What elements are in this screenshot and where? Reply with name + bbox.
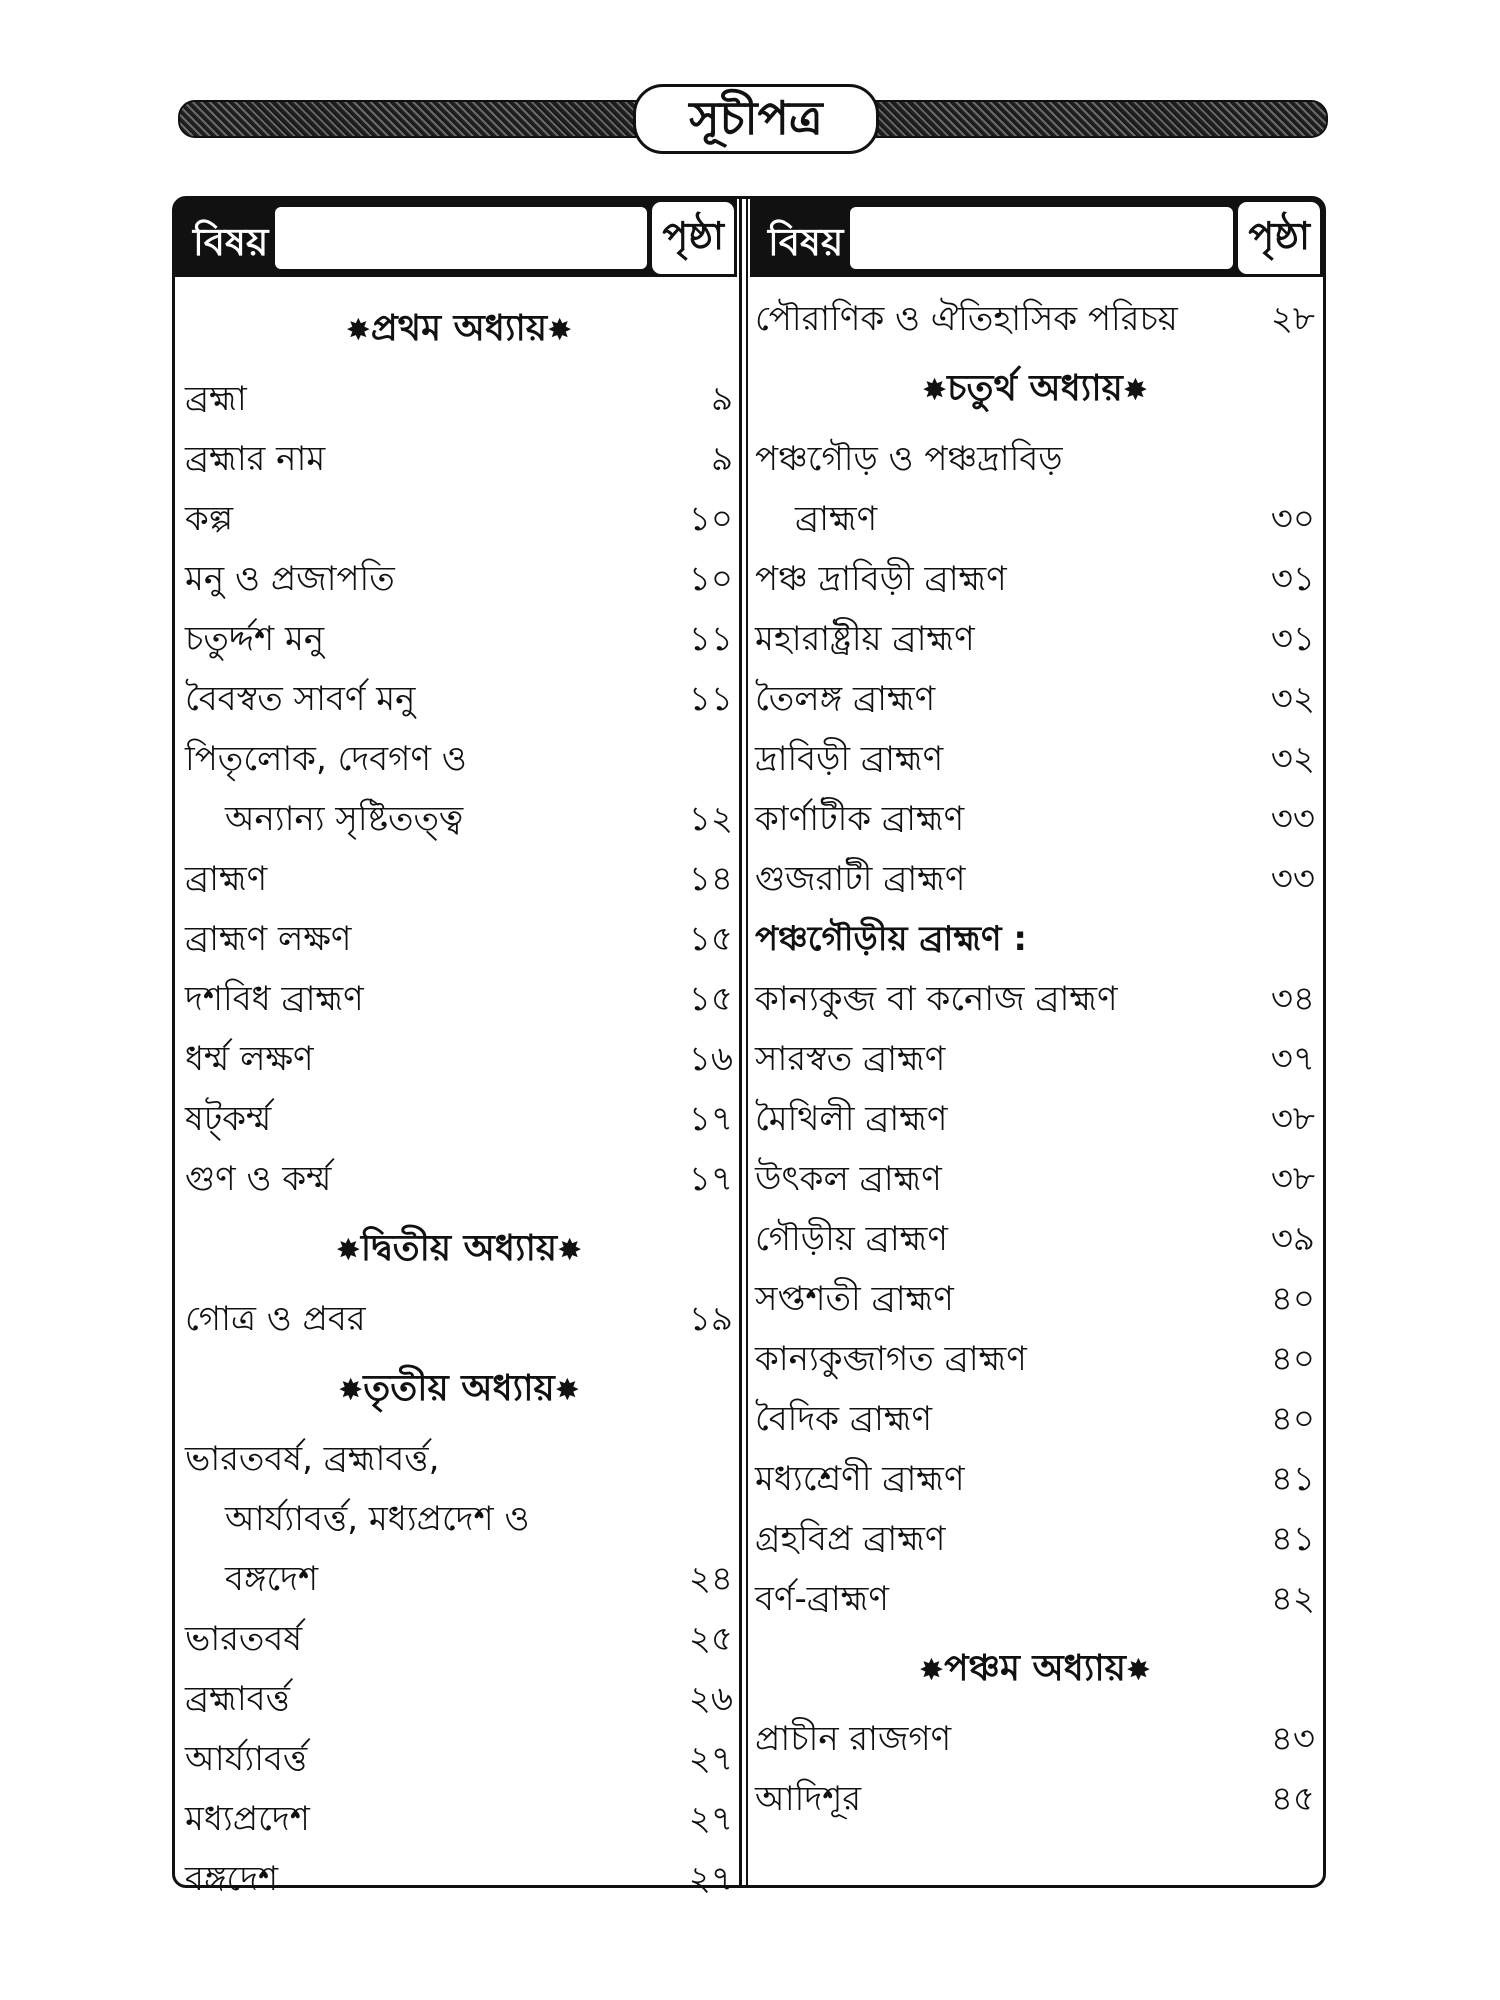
entry-page: ৪১ (1270, 1459, 1315, 1499)
entry-title: দ্রাবিড়ী ব্রাহ্মণ (755, 739, 944, 779)
entry-page: ৩২ (1270, 679, 1315, 719)
entry-title: কান্যকুব্জ বা কনোজ ব্রাহ্মণ (755, 979, 1118, 1019)
header-subject-left: বিষয় (193, 220, 269, 264)
star-ornament-icon: ✸ (557, 1233, 583, 1268)
entry-title: দশবিধ ব্রাহ্মণ (185, 979, 364, 1019)
entry-title: কার্ণাটীক ব্রাহ্মণ (755, 799, 965, 839)
entry-title: গোত্র ও প্রবর (185, 1299, 366, 1339)
entry-title: উৎকল ব্রাহ্মণ (755, 1159, 942, 1199)
entry-title: ভারতবর্ষ, ব্রহ্মাবর্ত্ত, (185, 1439, 440, 1479)
entry-page: ৩৯ (1270, 1219, 1315, 1259)
entry-title: বর্ণ-ব্রাহ্মণ (755, 1579, 889, 1619)
toc-entry (185, 1089, 733, 1149)
toc-entry (755, 1389, 1315, 1449)
toc-entry (185, 1669, 733, 1729)
toc-entry (185, 1429, 733, 1489)
entry-page: ২৭ (688, 1739, 733, 1779)
entry-page: ৩৮ (1270, 1159, 1315, 1199)
toc-entry (185, 1609, 733, 1669)
toc-entry (755, 1209, 1315, 1269)
entry-page: ৪১ (1270, 1519, 1315, 1559)
entry-page: ১৭ (688, 1159, 733, 1199)
entry-page: ৩৭ (1270, 1039, 1315, 1079)
toc-entry (185, 969, 733, 1029)
entry-title: গৌড়ীয় ব্রাহ্মণ (755, 1219, 948, 1259)
entry-title: পৌরাণিক ও ঐতিহাসিক পরিচয় (755, 299, 1178, 339)
chapter-title: দ্বিতীয় অধ্যায় (360, 1228, 558, 1269)
toc-entry (185, 1849, 733, 1909)
entry-title: আর্য্যাবর্ত্ত (185, 1739, 308, 1779)
toc-entry (185, 849, 733, 909)
entry-page: ২৭ (688, 1799, 733, 1839)
entry-title: চতুর্দ্দশ মনু (185, 619, 325, 659)
entry-page: ৯ (710, 379, 733, 419)
star-ornament-icon: ✸ (335, 1233, 361, 1268)
entry-page: ২৬ (688, 1679, 733, 1719)
entry-page: ১০ (688, 499, 733, 539)
entry-title: পঞ্চ দ্রাবিড়ী ব্রাহ্মণ (755, 559, 1007, 599)
star-ornament-icon: ✸ (918, 1653, 945, 1688)
entry-page: ২৭ (688, 1859, 733, 1899)
toc-entry (755, 729, 1315, 789)
toc-entry (185, 489, 733, 549)
chapter-heading (185, 1349, 733, 1429)
entry-title: মধ্যশ্রেণী ব্রাহ্মণ (755, 1459, 965, 1499)
entry-page: ৩৮ (1270, 1099, 1315, 1139)
entry-title: ভারতবর্ষ (185, 1619, 303, 1659)
chapter-title: চতুর্থ অধ্যায় (947, 368, 1123, 409)
toc-entry (755, 1509, 1315, 1569)
chapter-title: পঞ্চম অধ্যায় (944, 1648, 1126, 1689)
toc-entry (185, 1149, 733, 1209)
entry-page: ৩৩ (1270, 799, 1315, 839)
toc-entry (185, 609, 733, 669)
entry-title: ব্রহ্মাবর্ত্ত (185, 1679, 290, 1719)
entry-page: ৩৪ (1270, 979, 1315, 1019)
toc-entry (185, 669, 733, 729)
star-ornament-icon: ✸ (554, 1373, 580, 1408)
star-ornament-icon: ✸ (547, 313, 573, 348)
chapter-heading (185, 289, 733, 369)
toc-entry (185, 549, 733, 609)
entry-page: ১৫ (688, 979, 733, 1019)
entry-page: ১৪ (688, 859, 733, 899)
entry-page: ৪২ (1270, 1579, 1315, 1619)
header-right (750, 199, 1323, 277)
entry-page: ৪৩ (1270, 1719, 1315, 1759)
toc-entry (185, 789, 733, 849)
toc-entry (755, 549, 1315, 609)
entry-title: কান্যকুব্জাগত ব্রাহ্মণ (755, 1339, 1027, 1379)
entry-page: ৩২ (1270, 739, 1315, 779)
entry-title: আদিশূর (755, 1779, 862, 1819)
entry-title: তৈলঙ্গ ব্রাহ্মণ (755, 679, 936, 719)
toc-entry (185, 729, 733, 789)
toc-entry (755, 789, 1315, 849)
entry-page: ১০ (688, 559, 733, 599)
entry-page: ১২ (688, 799, 733, 839)
header-subject-right: বিষয় (768, 220, 844, 264)
toc-entry (755, 1089, 1315, 1149)
chapter-heading (755, 1629, 1315, 1709)
contents-table (172, 196, 1326, 1899)
column-divider (739, 199, 742, 1885)
entry-title: গুজরাটী ব্রাহ্মণ (755, 859, 966, 899)
chapter-title: তৃতীয় অধ্যায় (363, 1368, 555, 1409)
star-ornament-icon: ✸ (338, 1373, 364, 1408)
entry-title: কল্প (185, 499, 234, 539)
entry-page: ১১ (688, 619, 733, 659)
toc-entry (755, 849, 1315, 909)
toc-entry (755, 909, 1315, 969)
entry-title: ষট্‌কর্ম্ম (185, 1099, 272, 1139)
toc-entry (185, 1029, 733, 1089)
chapter-heading (185, 1209, 733, 1289)
toc-entry (755, 289, 1315, 349)
entry-title: বৈদিক ব্রাহ্মণ (755, 1399, 933, 1439)
toc-entry (755, 489, 1315, 549)
entry-page: ৩০ (1270, 499, 1315, 539)
entry-page: ৪০ (1270, 1399, 1315, 1439)
header-page-right: পৃষ্ঠা (1235, 199, 1323, 277)
entry-title: ব্রহ্মা (185, 379, 247, 419)
entry-page: ৪০ (1270, 1339, 1315, 1379)
entry-title: অন্যান্য সৃষ্টিতত্ত্ব (225, 799, 464, 839)
entry-title: মধ্যপ্রদেশ (185, 1799, 310, 1839)
entry-title: বৈবস্বত সাবর্ণ মনু (185, 679, 416, 719)
entry-page: ১৫ (688, 919, 733, 959)
toc-entry (185, 429, 733, 489)
entry-page: ১৯ (688, 1299, 733, 1339)
entry-title: গুণ ও কর্ম্ম (185, 1159, 332, 1199)
toc-entry (755, 1569, 1315, 1629)
toc-entry (755, 1329, 1315, 1389)
toc-entry (185, 909, 733, 969)
entry-page: ৩৩ (1270, 859, 1315, 899)
toc-entry (185, 1729, 733, 1789)
entry-title: পঞ্চগৌড় ও পঞ্চদ্রাবিড় (755, 439, 1063, 479)
chapter-title: প্রথম অধ্যায় (370, 308, 548, 349)
entry-page: ১৬ (688, 1039, 733, 1079)
toc-entry (755, 1269, 1315, 1329)
title-banner (178, 91, 1328, 145)
right-column (755, 289, 1315, 1829)
header-page-left: পৃষ্ঠা (649, 199, 737, 277)
star-ornament-icon: ✸ (1125, 1653, 1152, 1688)
entry-page: ৯ (710, 439, 733, 479)
toc-entry (755, 1769, 1315, 1829)
entry-title: বঙ্গদেশ (225, 1559, 319, 1599)
entry-title: পঞ্চগৌড়ীয় ব্রাহ্মণ : (755, 919, 1027, 959)
entry-page: ৪৫ (1270, 1779, 1315, 1819)
entry-title: ব্রহ্মার নাম (185, 439, 326, 479)
left-column (185, 289, 733, 1909)
entry-title: গ্রহবিপ্র ব্রাহ্মণ (755, 1519, 946, 1559)
entry-page: ২৫ (688, 1619, 733, 1659)
entry-page: ৩১ (1270, 559, 1315, 599)
toc-entry (185, 1289, 733, 1349)
entry-title: মহারাষ্ট্রীয় ব্রাহ্মণ (755, 619, 975, 659)
toc-entry (185, 1549, 733, 1609)
toc-entry (755, 969, 1315, 1029)
entry-title: ব্রাহ্মণ (795, 499, 878, 539)
toc-entry (755, 429, 1315, 489)
page-title: সূচীপত্র (633, 84, 879, 154)
star-ornament-icon: ✸ (345, 313, 371, 348)
toc-entry (185, 369, 733, 429)
column-divider-inner (746, 199, 748, 1885)
entry-title: বঙ্গদেশ (185, 1859, 279, 1899)
toc-entry (755, 1149, 1315, 1209)
entry-title: সারস্বত ব্রাহ্মণ (755, 1039, 946, 1079)
star-ornament-icon: ✸ (921, 373, 948, 408)
entry-page: ২৪ (688, 1559, 733, 1599)
entry-page: ৪০ (1270, 1279, 1315, 1319)
star-ornament-icon: ✸ (1122, 373, 1148, 408)
entry-title: প্রাচীন রাজগণ (755, 1719, 952, 1759)
entry-title: মৈথিলী ব্রাহ্মণ (755, 1099, 948, 1139)
toc-entry (755, 1029, 1315, 1089)
entry-title: ধর্ম্ম লক্ষণ (185, 1039, 314, 1079)
toc-entry (755, 1709, 1315, 1769)
toc-entry (755, 1449, 1315, 1509)
entry-page: ৩১ (1270, 619, 1315, 659)
entry-page: ১৭ (688, 1099, 733, 1139)
toc-entry (755, 609, 1315, 669)
toc-entry (185, 1489, 733, 1549)
toc-entry (755, 669, 1315, 729)
toc-entry (185, 1789, 733, 1849)
entry-page: ১১ (688, 679, 733, 719)
entry-title: মনু ও প্রজাপতি (185, 559, 395, 599)
entry-title: ব্রাহ্মণ (185, 859, 268, 899)
chapter-heading (755, 349, 1315, 429)
entry-title: পিতৃলোক, দেবগণ ও (185, 739, 467, 779)
entry-title: আর্য্যাবর্ত্ত, মধ্যপ্রদেশ ও (225, 1499, 530, 1539)
entry-title: সপ্তশতী ব্রাহ্মণ (755, 1279, 954, 1319)
entry-page: ২৮ (1270, 299, 1315, 339)
entry-title: ব্রাহ্মণ লক্ষণ (185, 919, 352, 959)
header-left (175, 199, 737, 277)
